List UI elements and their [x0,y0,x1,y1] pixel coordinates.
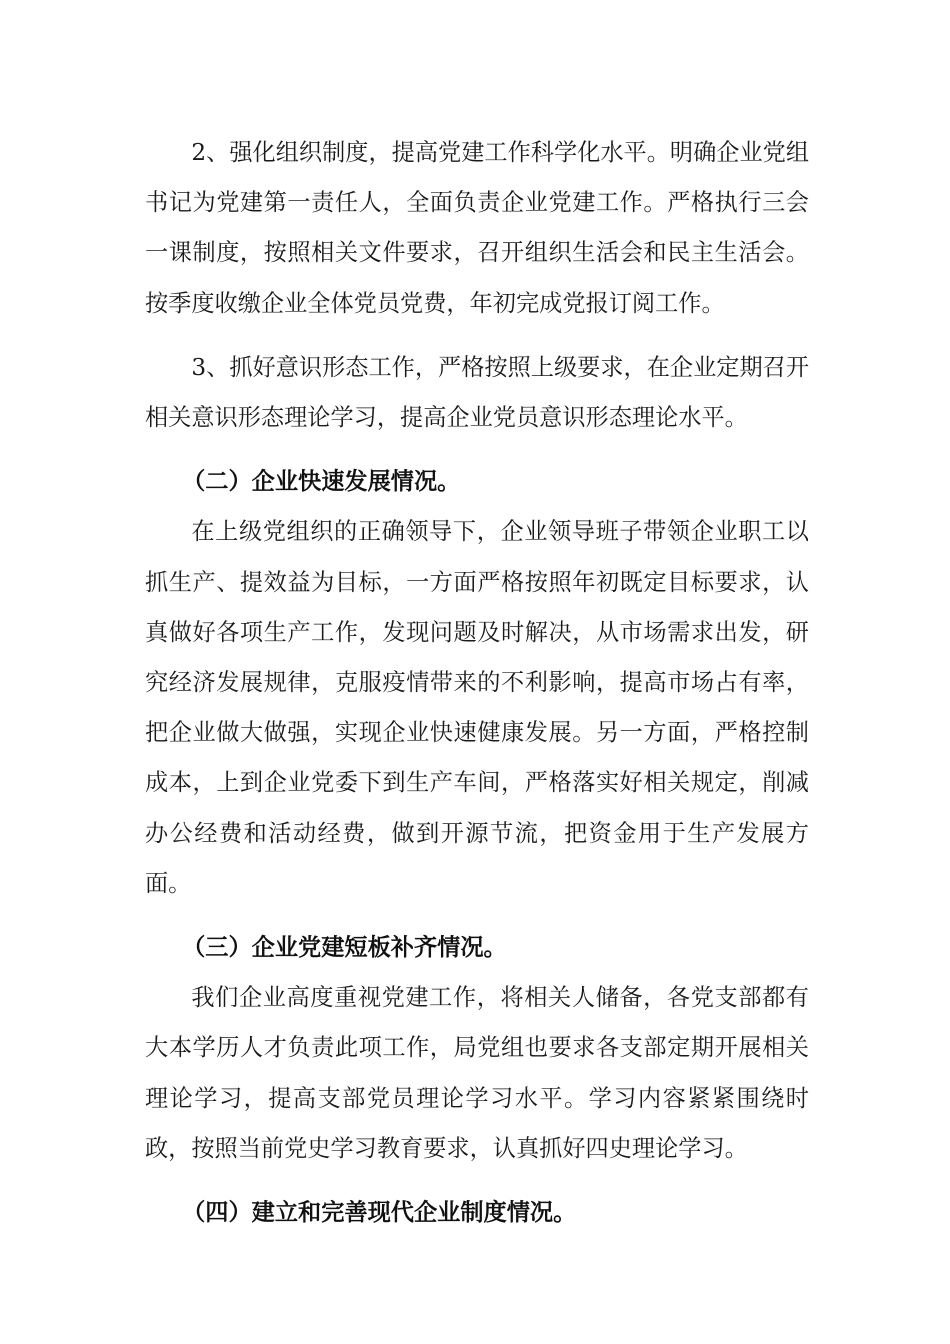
paragraph-rapid-development: 在上级党组织的正确领导下，企业领导班子带领企业职工以抓生产、提效益为目标，一方面严格按照年初既定目标要求，认真做好各项生产工作，发现问题及时解决，从市场需求出发，研究经济发展规律，克服疫情带来的不利影响，提高市场占有率，把企业做大做强，实现企业快速健康发展。另一方面，严格控制成本，上到企业党委下到生产车间，严格落实好相关规定，削减办公经费和活动经费，做到开源节流，把资金用于生产发展方面。 [145,518,809,897]
paragraph-organization-system: 2、强化组织制度，提高党建工作科学化水平。明确企业党组书记为党建第一责任人，全面负责企业党建工作。严格执行三会一课制度，按照相关文件要求，召开组织生活会和民主生活会。按季度收缴企业全体党员党费，年初完成党报订阅工作。 [145,139,810,317]
document-body [145,128,809,1238]
paragraph-party-building-shortcomings: 我们企业高度重视党建工作，将相关人储备，各党支部都有大本学历人才负责此项工作，局党组也要求各支部定期开展相关理论学习，提高支部党员理论学习水平。学习内容紧紧围绕时政，按照当前党史学习教育要求，认真抓好四史理论学习。 [145,984,809,1162]
heading-modern-enterprise-system: （四）建立和完善现代企业制度情况。 [182,1199,577,1227]
heading-rapid-development: （二）企业快速发展情况。 [182,468,461,496]
paragraph-ideology-work: 3、抓好意识形态工作，严格按照上级要求，在企业定期召开相关意识形态理论学习，提高企业党员意识形态理论水平。 [145,353,810,432]
heading-party-building-shortcomings: （三）企业党建短板补齐情况。 [182,934,507,962]
